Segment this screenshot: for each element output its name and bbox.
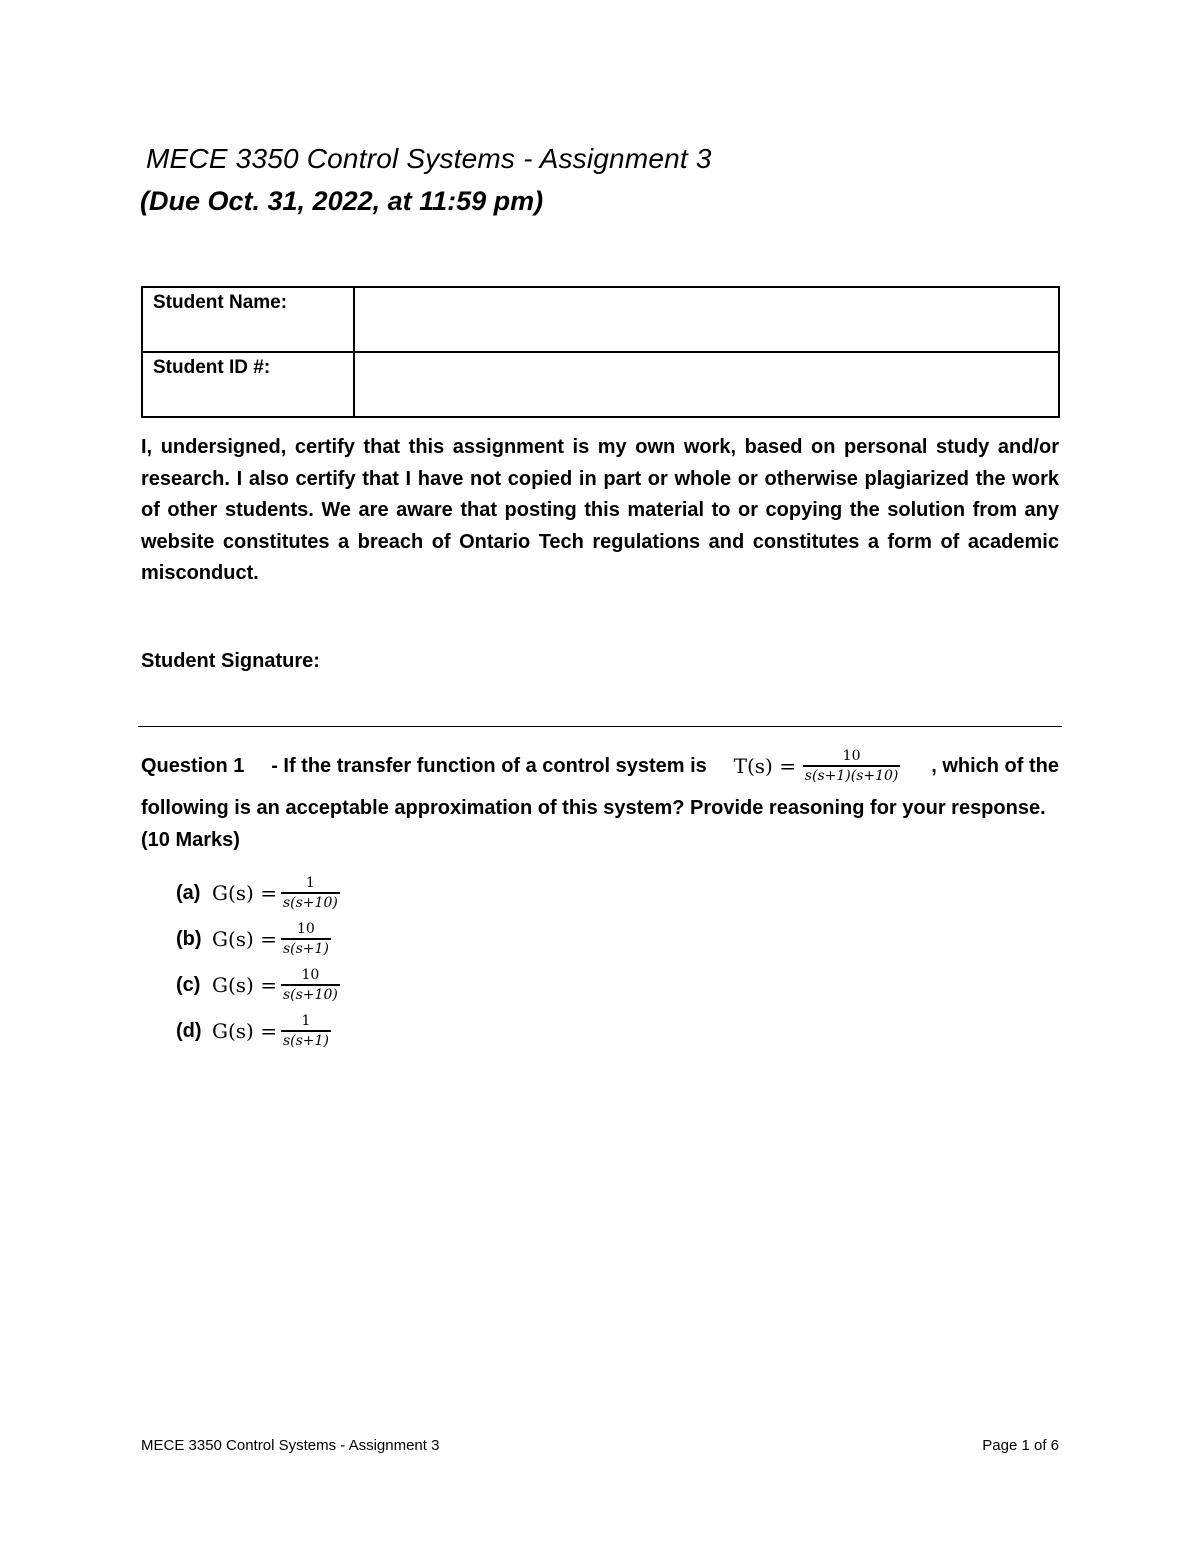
option-label: (d) — [176, 1019, 202, 1042]
student-name-field[interactable] — [354, 287, 1059, 352]
fraction-denominator: s(s+1) — [281, 938, 331, 958]
question-1-first-line — [141, 740, 1059, 792]
transfer-function-lhs: T(s) = — [733, 754, 796, 778]
fraction-numerator: 1 — [301, 1013, 311, 1029]
answer-options — [176, 870, 344, 1054]
option-fraction — [281, 1012, 331, 1050]
question-1 — [141, 740, 1059, 856]
footer-title: MECE 3350 Control Systems - Assignment 3 — [141, 1437, 440, 1454]
due-date: (Due Oct. 31, 2022, at 11:59 pm) — [140, 186, 544, 216]
option-c — [176, 962, 344, 1008]
student-name-label: Student Name: — [142, 287, 354, 352]
fraction-numerator: 1 — [305, 875, 315, 891]
option-label: (a) — [176, 881, 201, 904]
fraction-numerator: 10 — [842, 748, 861, 764]
question-1-label: Question 1 — [141, 755, 245, 777]
option-d — [176, 1008, 344, 1054]
student-info-table — [141, 286, 1060, 418]
certification-statement: I, undersigned, certify that this assignment is my own work, based on personal study and/or research. I also certify that I have not copied in part or whole or otherwise plagiarized the work of other students. We are aware that posting this material to or copying the solution from any website constitutes a breach of Ontario Tech regulations and constitutes a form of academic misconduct. — [141, 436, 1059, 584]
table-row — [142, 352, 1059, 417]
question-1-intro: - If the transfer function of a control system is — [271, 755, 707, 777]
fraction-denominator: s(s+10) — [281, 892, 340, 912]
student-id-label: Student ID #: — [142, 352, 354, 417]
student-id-field[interactable] — [354, 352, 1059, 417]
option-lhs: G(s) = — [212, 1019, 277, 1043]
option-a — [176, 870, 344, 916]
option-label: (c) — [176, 973, 201, 996]
option-fraction — [281, 920, 331, 958]
option-fraction — [281, 966, 340, 1004]
option-fraction — [281, 874, 340, 912]
question-1-after-tf: , which of the — [931, 755, 1059, 777]
fraction-denominator: s(s+10) — [281, 984, 340, 1004]
page-number: Page 1 of 6 — [982, 1437, 1059, 1454]
signature-label: Student Signature: — [141, 650, 320, 672]
option-lhs: G(s) = — [212, 973, 277, 997]
question-1-text: following is an acceptable approximation of this system? Provide reasoning for your response. (10 Marks) — [141, 797, 1046, 851]
option-label: (b) — [176, 927, 202, 950]
option-lhs: G(s) = — [212, 881, 277, 905]
option-lhs: G(s) = — [212, 927, 277, 951]
fraction-numerator: 10 — [297, 921, 315, 937]
option-b — [176, 916, 344, 962]
document-title: MECE 3350 Control Systems - Assignment 3 — [146, 143, 712, 174]
fraction-denominator: s(s+1)(s+10) — [803, 765, 901, 785]
table-row — [142, 287, 1059, 352]
divider — [138, 726, 1062, 727]
fraction-denominator: s(s+1) — [281, 1030, 331, 1050]
transfer-function-fraction — [803, 747, 901, 785]
fraction-numerator: 10 — [301, 967, 320, 983]
